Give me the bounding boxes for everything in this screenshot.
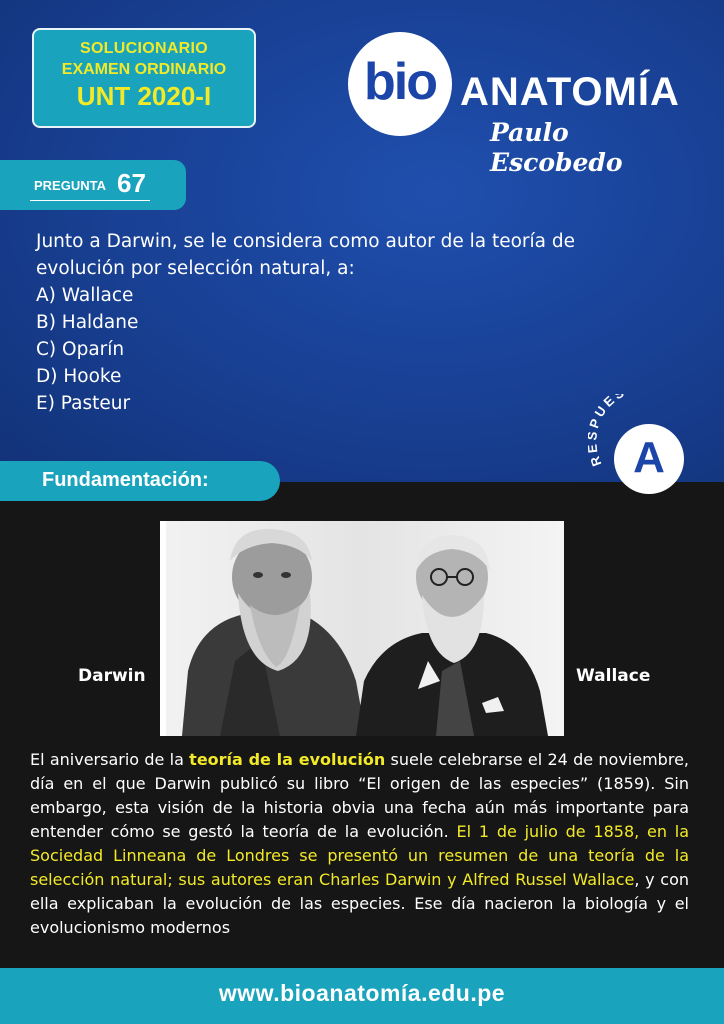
author-signature: Paulo Escobedo bbox=[490, 118, 623, 177]
solucionario-box bbox=[32, 28, 256, 128]
exam-id: UNT 2020-I bbox=[76, 81, 212, 111]
wallace-label: Wallace bbox=[576, 666, 651, 686]
question-text bbox=[36, 228, 676, 417]
option-b: B) Haldane bbox=[36, 312, 139, 333]
logo-anatomia-text: ANATOMÍA bbox=[460, 70, 680, 114]
para-highlight-theory: teoría de la evolución bbox=[189, 750, 386, 769]
para-end: , y con ella explicaban la evolución de las especies. Ese día nacieron la biología y el evolucionismo modernos bbox=[30, 870, 689, 937]
option-a: A) Wallace bbox=[36, 285, 134, 306]
option-e: E) Pasteur bbox=[36, 393, 131, 414]
para-highlight-date: El 1 de julio de 1858, en la Sociedad Linneana de Londres se presentó un resumen de una teoría de la selección natural; sus autores eran Charles Darwin y Alfred Russel Wallace bbox=[30, 822, 690, 889]
para-middle: suele celebrarse el 24 de noviembre, día en el que Darwin publicó su libro “El origen de las especies” (1859). Sin embargo, esta visión de la historia obvia una fecha aún más importante para entender cómo se gestó la teoría de la evolución. bbox=[30, 750, 689, 841]
answer-badge bbox=[588, 394, 700, 506]
logo-bio-text: bio bbox=[364, 53, 436, 111]
darwin-wallace-photo bbox=[160, 521, 564, 736]
darwin-label: Darwin bbox=[78, 666, 146, 686]
solucionario-title: SOLUCIONARIO bbox=[79, 40, 209, 57]
question-tab bbox=[0, 160, 186, 210]
question-line-2: evolución por selección natural, a: bbox=[36, 258, 355, 279]
para-intro: El aniversario de la bbox=[30, 750, 190, 769]
answer-label: PUE bbox=[588, 394, 620, 431]
question-label: PREGUNTA bbox=[34, 178, 106, 193]
exam-type: EXAMEN ORDINARIO bbox=[61, 61, 227, 78]
fundamentacion-tab bbox=[0, 461, 280, 501]
option-d: D) Hooke bbox=[36, 366, 122, 387]
option-c: C) Oparín bbox=[36, 339, 125, 360]
fundamentacion-title: Fundamentación: bbox=[42, 469, 209, 491]
question-line-1: Junto a Darwin, se le considera como autor de la teoría de bbox=[36, 231, 576, 252]
website-link[interactable]: www.bioanatomía.edu.pe bbox=[218, 980, 506, 1006]
bioanatomia-logo bbox=[342, 30, 702, 177]
photo-illustration bbox=[160, 521, 564, 736]
question-number: 67 bbox=[117, 168, 146, 198]
answer-circle bbox=[614, 424, 684, 494]
answer-letter: A bbox=[633, 433, 665, 482]
question-underline bbox=[30, 200, 150, 201]
explanation-paragraph bbox=[30, 748, 689, 940]
bio-circle bbox=[348, 32, 452, 136]
